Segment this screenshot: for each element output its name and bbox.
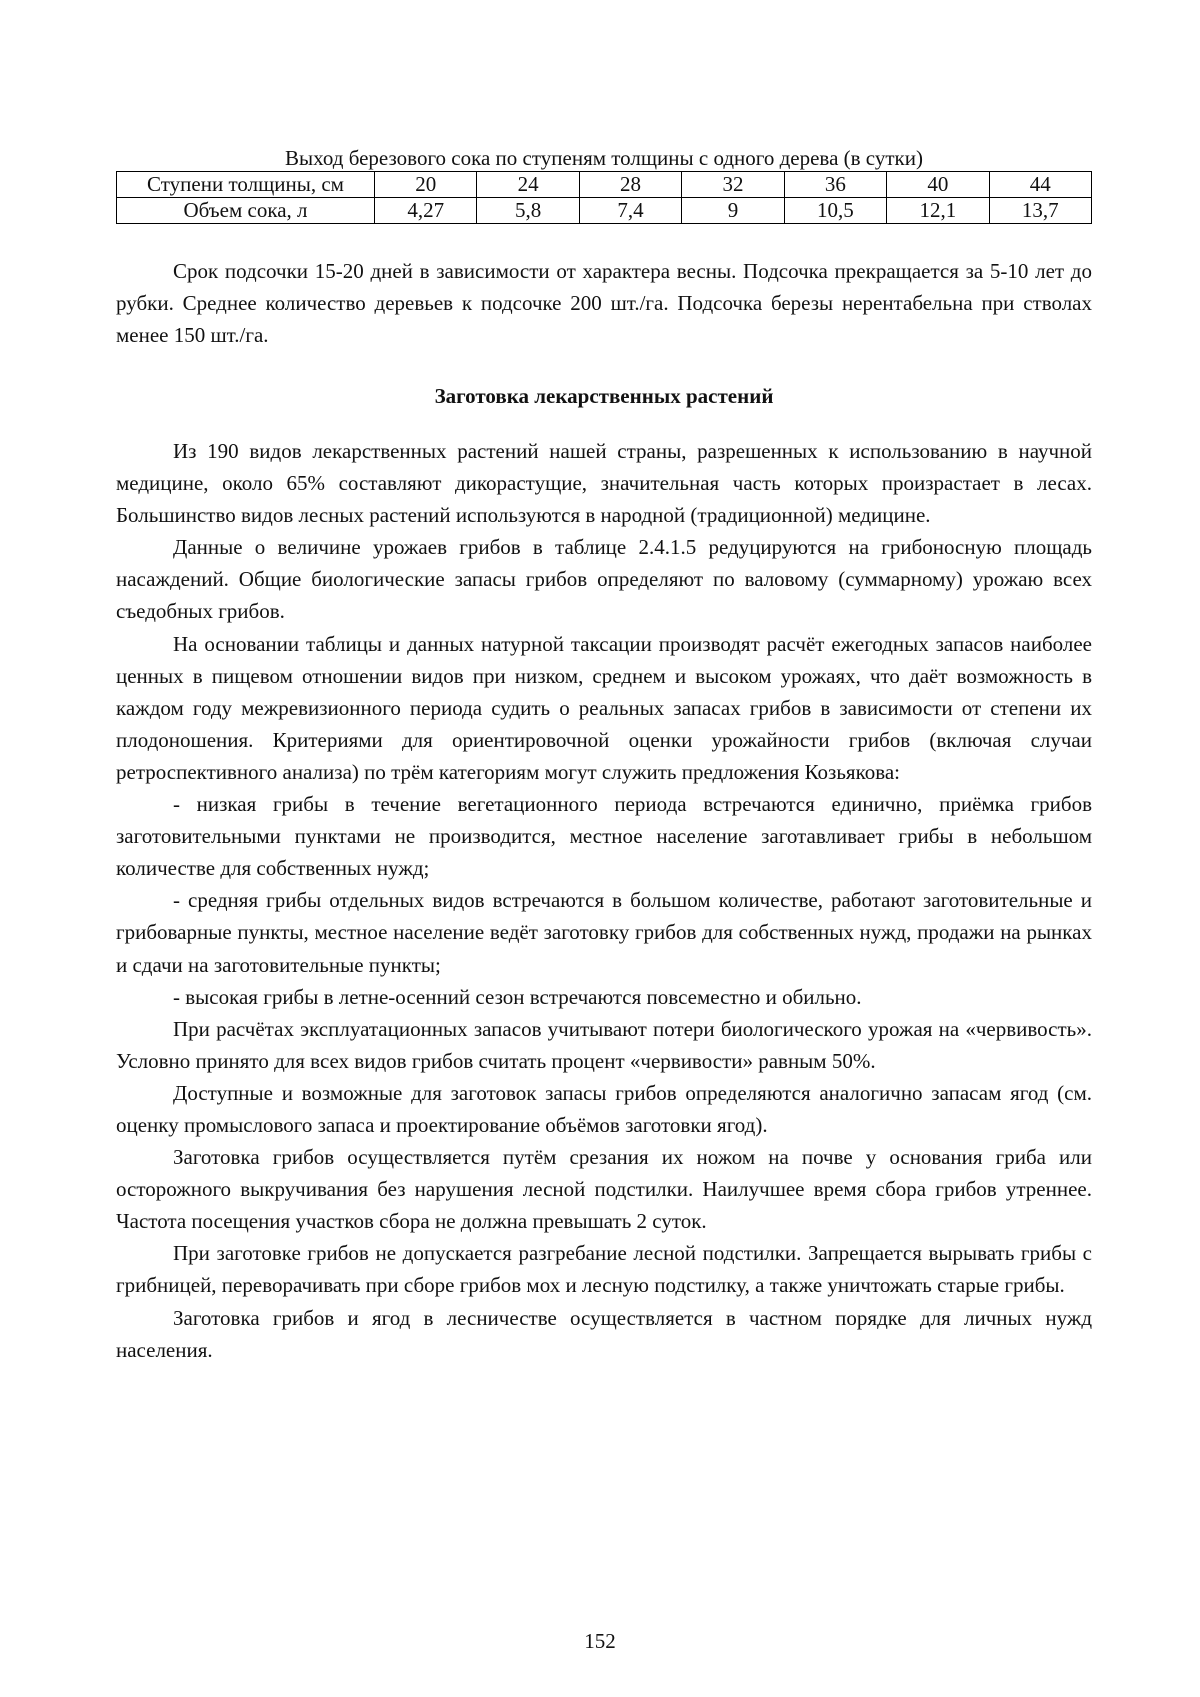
table-cell: 20 [375, 172, 477, 198]
table-cell: 12,1 [887, 198, 989, 224]
list-item: - низкая грибы в течение вегетационного периода встречаются единично, приёмка грибов заготовительными пунктами не производится, местное население заготавливает грибы в небольшом количестве для собственных нужд; [116, 792, 1092, 881]
table-cell: 4,27 [375, 198, 477, 224]
row-header-thickness: Ступени толщины, см [117, 172, 375, 198]
paragraph: При заготовке грибов не допускается разгребание лесной подстилки. Запрещается вырывать грибы с грибницей, переворачивать при сборе грибов мох и лесную подстилку, а также уничтожать старые грибы. [116, 1241, 1092, 1298]
table-cell: 44 [989, 172, 1091, 198]
list-item: - средняя грибы отдельных видов встречаются в большом количестве, работают заготовительные и грибоварные пункты, местное население ведёт заготовку грибов для собственных нужд, продажи на рынках и сдачи на заготовительные пункты; [116, 888, 1092, 977]
paragraph: Заготовка грибов осуществляется путём срезания их ножом на почве у основания гриба или осторожного выкручивания без нарушения лесной подстилки. Наилучшее время сбора грибов утреннее. Частота посещения участков сбора не должна превышать 2 суток. [116, 1145, 1092, 1234]
section-heading: Заготовка лекарственных растений [434, 384, 774, 408]
table-cell: 5,8 [477, 198, 579, 224]
table-cell: 36 [784, 172, 886, 198]
list-item: - высокая грибы в летне-осенний сезон встречаются повсеместно и обильно. [173, 984, 862, 1009]
section-body [116, 435, 1092, 1366]
paragraph: Из 190 видов лекарственных растений нашей страны, разрешенных к использованию в научной медицине, около 65% составляют дикорастущие, значительная часть которых произрастает в лесах. Большинство видов лесных растений используются в народной (традиционной) медицине. [116, 439, 1092, 528]
table-cell: 9 [682, 198, 784, 224]
table-cell: 32 [682, 172, 784, 198]
table-cell: 40 [887, 172, 989, 198]
page-number: 152 [584, 1629, 616, 1653]
paragraph: Срок подсочки 15-20 дней в зависимости от характера весны. Подсочка прекращается за 5-10 лет до рубки. Среднее количество деревьев к подсочке 200 шт./га. Подсочка березы нерентабельна при стволах менее 150 шт./га. [116, 259, 1092, 348]
table-cell: 10,5 [784, 198, 886, 224]
table-row-volume [117, 198, 1092, 224]
table-row-thickness [117, 172, 1092, 198]
table-cell: 7,4 [579, 198, 681, 224]
table-cell: 24 [477, 172, 579, 198]
table-cell: 13,7 [989, 198, 1091, 224]
paragraph: Заготовка грибов и ягод в лесничестве осуществляется в частном порядке для личных нужд населения. [116, 1305, 1092, 1362]
intro-text [116, 255, 1092, 351]
paragraph: При расчётах эксплуатационных запасов учитывают потери биологического урожая на «червивость». Условно принято для всех видов грибов считать процент «червивости» равным 50%. [116, 1016, 1092, 1073]
table-caption: Выход березового сока по ступеням толщины с одного дерева (в сутки) [285, 146, 923, 170]
paragraph: На основании таблицы и данных натурной таксации производят расчёт ежегодных запасов наиболее ценных в пищевом отношении видов при низком, среднем и высоком урожаях, что даёт возможность в каждом году межревизионного периода судить о реальных запасах грибов в зависимости от степени их плодоношения. Критериями для ориентировочной оценки урожайности грибов (включая случаи ретроспективного анализа) по трём категориям могут служить предложения Козьякова: [116, 631, 1092, 784]
table-cell: 28 [579, 172, 681, 198]
row-header-volume: Объем сока, л [117, 198, 375, 224]
paragraph: Доступные и возможные для заготовок запасы грибов определяются аналогично запасам ягод (см. оценку промыслового запаса и проектирование объёмов заготовки ягод). [116, 1080, 1092, 1137]
sap-yield-table [116, 171, 1092, 224]
paragraph: Данные о величине урожаев грибов в таблице 2.4.1.5 редуцируются на грибоносную площадь насаждений. Общие биологические запасы грибов определяют по валовому (суммарному) урожаю всех съедобных грибов. [116, 535, 1092, 624]
